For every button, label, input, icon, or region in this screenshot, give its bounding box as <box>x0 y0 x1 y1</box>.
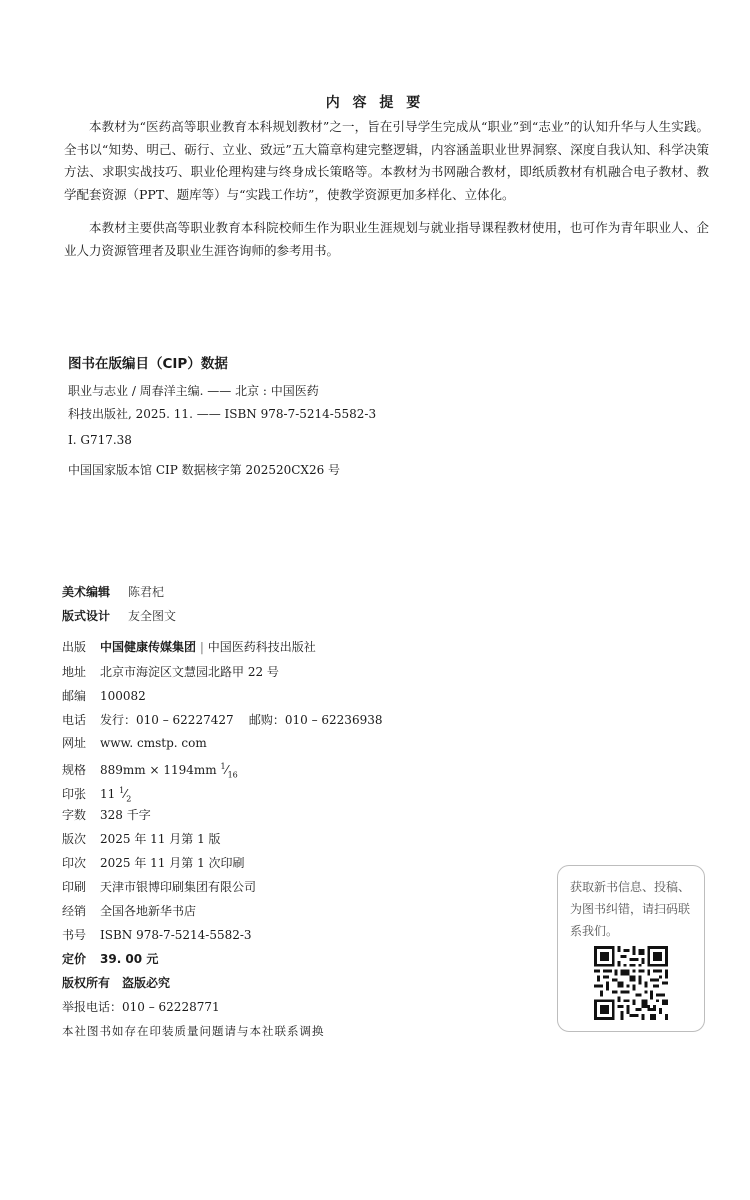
copyright-notice: 版权所有 盗版必究 <box>62 976 171 990</box>
website-row <box>62 733 207 753</box>
postcode-row <box>62 686 146 706</box>
cip-line-4: 中国国家版本馆 CIP 数据核字第 202520CX26 号 <box>68 463 341 477</box>
row-label: 地址 <box>62 665 87 679</box>
format-row <box>62 757 238 780</box>
row-label: 经销 <box>62 904 87 918</box>
publisher-name: 中国医药科技出版社 <box>207 640 316 654</box>
summary-heading: 内 容 提 要 <box>325 95 425 111</box>
row-label: 书号 <box>62 928 87 942</box>
row-value: 11 $^1⁄_2$ <box>100 786 132 804</box>
row-value: ISBN 978-7-5214-5582-3 <box>100 928 252 942</box>
row-label: 字数 <box>62 808 87 822</box>
format-denominator: 16 <box>227 770 238 780</box>
quality-notice: 本社图书如存在印装质量问题请与本社联系调换 <box>62 1024 325 1038</box>
credit-label: 美术编辑 <box>62 585 111 599</box>
cip-heading: 图书在版编目（CIP）数据 <box>68 356 228 372</box>
edition-row <box>62 829 221 849</box>
cip-line-3: Ⅰ. G717.38 <box>68 433 132 447</box>
distributor-row <box>62 901 196 921</box>
row-value: 2025 年 11 月第 1 版 <box>100 832 221 846</box>
credit-label: 版式设计 <box>62 609 111 623</box>
row-value: 328 千字 <box>100 808 151 822</box>
credit-art-editor <box>62 583 164 600</box>
report-phone: 举报电话：010 – 62228771 <box>62 1000 220 1014</box>
printer-row <box>62 877 256 897</box>
sheets-whole: 11 <box>100 787 116 801</box>
row-label: 出版 <box>62 640 87 654</box>
credit-layout-design <box>62 607 176 624</box>
row-value: 北京市海淀区文慧园北路甲 22 号 <box>100 665 279 679</box>
row-label: 规格 <box>62 763 87 777</box>
row-label: 网址 <box>62 736 87 750</box>
row-label: 印刷 <box>62 880 87 894</box>
isbn-row <box>62 925 252 945</box>
credit-value: 友全图文 <box>128 609 177 623</box>
publisher-row <box>62 637 316 657</box>
row-label: 定价 <box>62 952 87 966</box>
printing-row <box>62 853 245 873</box>
summary-paragraph-1: 本教材为“医药高等职业教育本科规划教材”之一，旨在引导学生完成从“职业”到“志业”的认知升华与人生实践。全书以“知势、明己、砺行、立业、致远”五大篇章构建完整逻辑，内容涵盖职业世界洞察、深度自我认知、科学决策方法、求职实战技巧、职业伦理构建与终身成长策略等。本教材为书网融合教材，即纸质教材有机融合电子教材、教学配套资源（PPT、题库等）与“实践工作坊”，使教学资源更加多样化、立体化。 <box>64 119 709 202</box>
format-numerator: 1 <box>220 762 226 771</box>
cip-line-1: 职业与志业 / 周春洋主编. —— 北京 : 中国医药 <box>68 384 319 398</box>
sheets-denominator: 2 <box>126 794 132 804</box>
row-value: 2025 年 11 月第 1 次印刷 <box>100 856 245 870</box>
row-value: 39. 00 元 <box>100 952 159 966</box>
format-size: 889mm × 1194mm <box>100 763 217 777</box>
price-row <box>62 949 158 969</box>
sheets-row <box>62 781 132 804</box>
sheets-numerator: 1 <box>119 786 125 795</box>
row-value: www. cmstp. com <box>100 736 207 750</box>
row-value: 天津市银博印刷集团有限公司 <box>100 880 257 894</box>
qr-contact-card <box>557 865 705 1032</box>
row-value: 发行：010 – 62227427 邮购：010 – 62236938 <box>100 713 383 727</box>
qr-code-icon[interactable] <box>594 946 668 1020</box>
credit-value: 陈君杞 <box>128 585 165 599</box>
summary-paragraph-2: 本教材主要供高等职业教育本科院校师生作为职业生涯规划与就业指导课程教材使用，也可作为青年职业人、企业人力资源管理者及职业生涯咨询师的参考用书。 <box>64 220 709 258</box>
cip-line-2: 科技出版社, 2025. 11. —— ISBN 978-7-5214-5582-3 <box>68 407 377 421</box>
row-label: 邮编 <box>62 689 87 703</box>
qr-card-text: 获取新书信息、投稿、为图书纠错，请扫码联系我们。 <box>570 880 691 938</box>
row-label: 版次 <box>62 832 87 846</box>
row-label: 电话 <box>62 713 87 727</box>
publisher-separator: | <box>199 640 204 654</box>
row-value: 全国各地新华书店 <box>100 904 197 918</box>
row-value: 889mm × 1194mm $^1⁄_{16}$ <box>100 762 238 780</box>
row-label: 印次 <box>62 856 87 870</box>
publisher-group: 中国健康传媒集团 <box>100 640 197 654</box>
row-value: 100082 <box>100 689 146 703</box>
words-row <box>62 805 151 825</box>
row-label: 印张 <box>62 787 87 801</box>
phone-row <box>62 710 382 730</box>
address-row <box>62 662 279 682</box>
